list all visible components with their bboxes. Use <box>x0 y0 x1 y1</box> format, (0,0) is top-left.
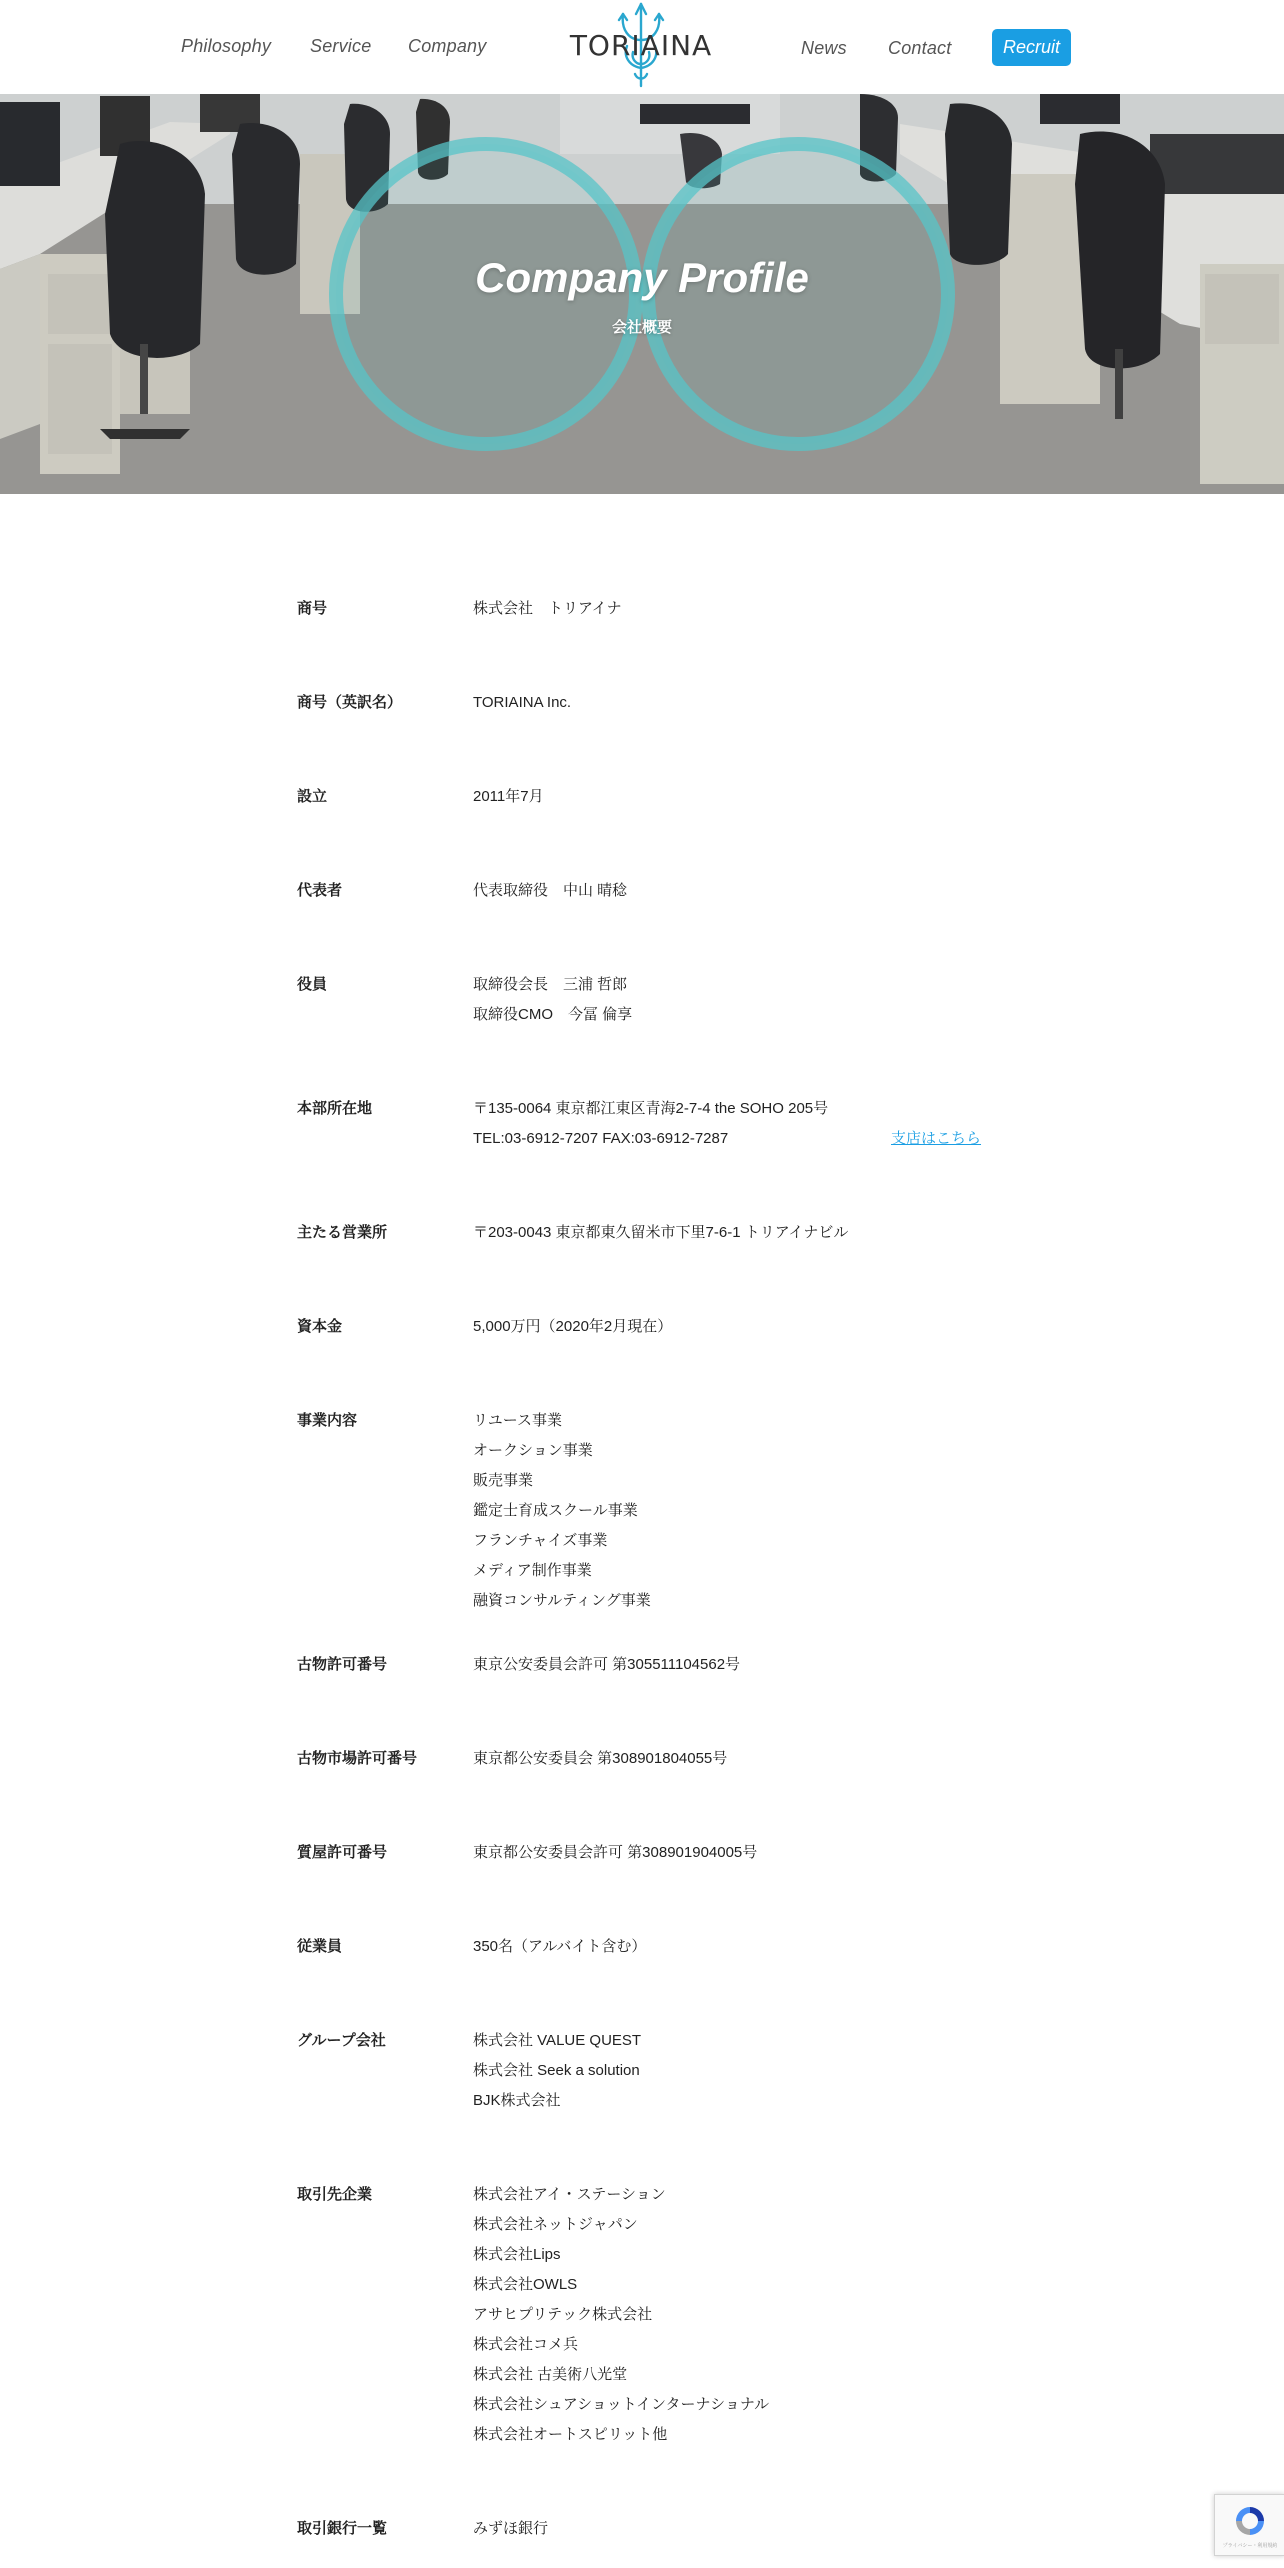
row-label: 設立 <box>297 788 328 805</box>
hero-subtitle: 会社概要 <box>611 319 672 336</box>
row-label: 代表者 <box>297 882 343 899</box>
hero-banner <box>0 94 1284 494</box>
row-label: グループ会社 <box>297 2032 386 2049</box>
nav-news[interactable]: News <box>801 38 847 58</box>
row-value: 取締役会長 三浦 哲郎 <box>473 976 628 993</box>
row-label: 本部所在地 <box>297 1100 373 1117</box>
row-value: 代表取締役 中山 晴稔 <box>473 882 628 899</box>
row-value: BJK株式会社 <box>473 2092 561 2109</box>
row-value: 鑑定士育成スクール事業 <box>473 1502 638 1519</box>
recruit-button[interactable]: Recruit <box>992 29 1071 66</box>
row-value: メディア制作事業 <box>473 1562 592 1579</box>
row-value: 2011年7月 <box>473 788 544 805</box>
nav-philosophy[interactable]: Philosophy <box>181 36 272 56</box>
row-label: 従業員 <box>297 1938 343 1955</box>
row-value: 取締役CMO 今冨 倫享 <box>473 1006 633 1023</box>
row-value: 融資コンサルティング事業 <box>473 1592 651 1609</box>
row-label: 古物市場許可番号 <box>297 1750 418 1767</box>
row-label: 取引先企業 <box>297 2186 373 2203</box>
row-label: 事業内容 <box>297 1412 358 1429</box>
row-label: 商号（英訳名） <box>297 694 403 711</box>
row-label: 役員 <box>297 976 328 993</box>
row-value: 販売事業 <box>473 1472 534 1489</box>
row-label: 商号 <box>297 600 328 617</box>
row-value: 東京都公安委員会 第308901804055号 <box>473 1750 728 1767</box>
row-label: 資本金 <box>297 1318 343 1335</box>
nav-service[interactable]: Service <box>310 36 372 56</box>
hero-title: Company Profile <box>475 254 809 301</box>
row-value: TEL:03-6912-7207 FAX:03-6912-7287 <box>473 1130 729 1147</box>
row-label: 質屋許可番号 <box>297 1844 388 1861</box>
row-value: 〒203-0043 東京都東久留米市下里7-6-1 トリアイナビル <box>473 1224 849 1241</box>
row-value: 東京都公安委員会許可 第308901904005号 <box>473 1844 758 1861</box>
row-value: オークション事業 <box>473 1442 593 1459</box>
row-value: 株式会社コメ兵 <box>473 2336 579 2353</box>
row-value: 株式会社 Seek a solution <box>473 2062 640 2079</box>
recaptcha-badge[interactable] <box>1214 2494 1284 2556</box>
row-value: リユース事業 <box>473 1412 562 1429</box>
row-label: 古物許可番号 <box>297 1656 388 1673</box>
row-value: 株式会社 トリアイナ <box>473 600 622 617</box>
row-value: 株式会社アイ・ステーション <box>473 2186 666 2203</box>
row-value: フランチャイズ事業 <box>473 1532 608 1549</box>
nav-company[interactable]: Company <box>408 36 487 56</box>
row-value: 株式会社OWLS <box>473 2276 578 2293</box>
row-value: 株式会社 古美術八光堂 <box>473 2366 628 2383</box>
row-value: 株式会社シュアショットインターナショナル <box>473 2396 770 2413</box>
recaptcha-icon <box>1232 2503 1268 2539</box>
row-value: 株式会社 VALUE QUEST <box>473 2032 642 2049</box>
row-value: みずほ銀行 <box>473 2520 549 2537</box>
recaptcha-terms[interactable]: プライバシー・利用規約 <box>1222 2543 1278 2549</box>
row-value: TORIAINA Inc. <box>473 694 572 711</box>
row-value: 株式会社オートスピリット他 <box>473 2426 668 2443</box>
row-label: 取引銀行一覧 <box>297 2520 388 2537</box>
row-label: 主たる営業所 <box>297 1224 388 1241</box>
row-value: アサヒプリテック株式会社 <box>473 2306 653 2323</box>
row-value: 東京公安委員会許可 第305511104562号 <box>473 1656 741 1673</box>
nav-contact[interactable]: Contact <box>888 38 952 58</box>
row-value: 株式会社ネットジャパン <box>473 2216 638 2233</box>
site-logo[interactable] <box>563 0 719 90</box>
row-value: 〒135-0064 東京都江東区青海2-7-4 the SOHO 205号 <box>473 1100 829 1117</box>
row-value: 350名（アルバイト含む） <box>473 1938 647 1955</box>
row-value: 株式会社Lips <box>473 2246 561 2263</box>
logo-text: TORIAINA <box>569 29 713 62</box>
row-value: 5,000万円（2020年2月現在） <box>473 1318 673 1335</box>
site-header <box>0 0 1284 94</box>
branch-link[interactable]: 支店はこちら <box>891 1130 982 1147</box>
